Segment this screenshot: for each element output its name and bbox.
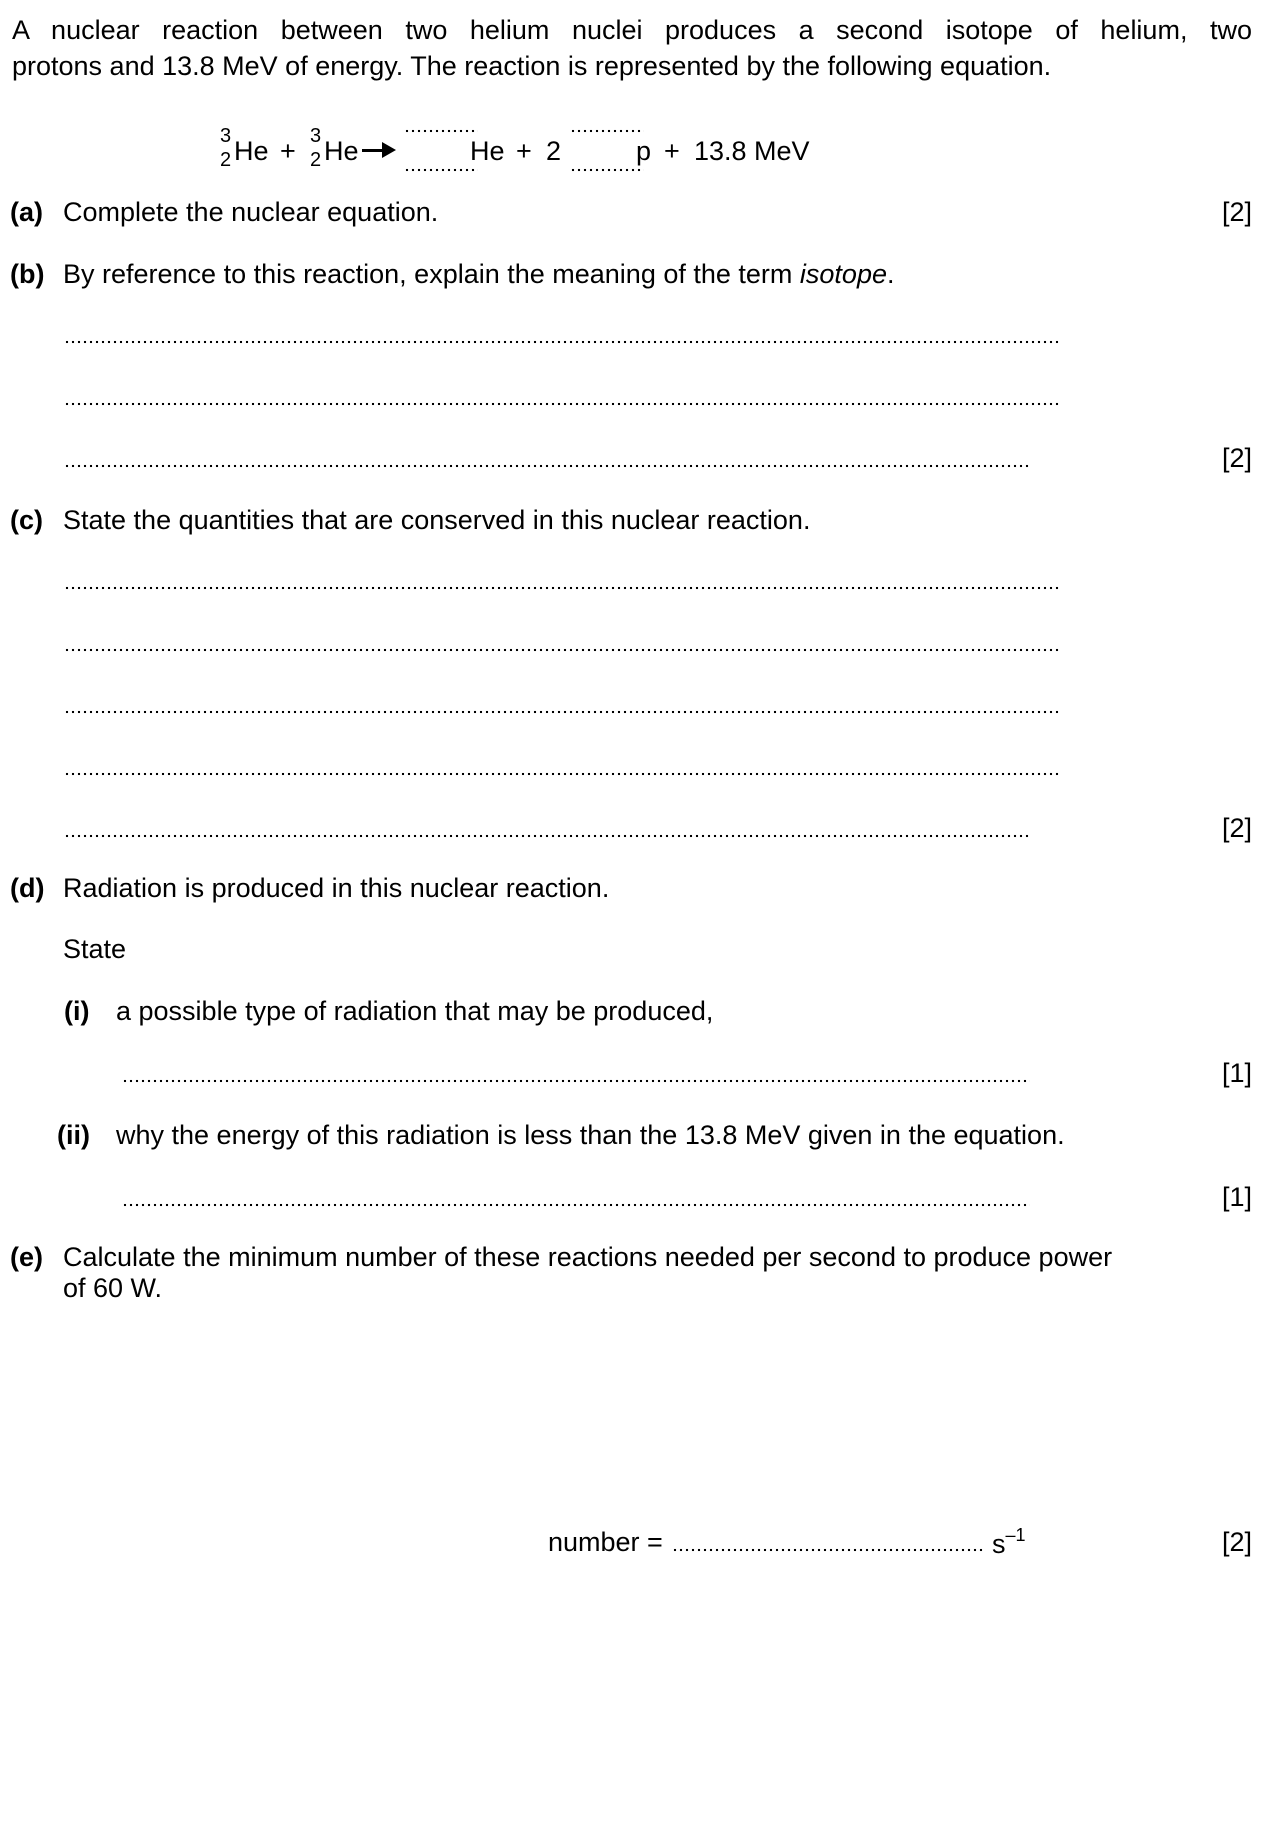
part-a-label: (a) [10,197,43,227]
product-symbol: He [470,136,505,166]
part-b-text-pre: By reference to this reaction, explain the meaning of the term [63,259,800,289]
part-d-ii-marks: [1] [1221,1182,1252,1212]
part-e-question-line-1: Calculate the minimum number of these reactions needed per second to produce power [63,1242,1113,1272]
part-e-question-line-2: of 60 W. [63,1273,163,1303]
part-d-i-answer-line[interactable] [122,1079,1030,1083]
part-e-label: (e) [10,1242,43,1272]
nuclide2-mass-number: 3 [310,125,322,147]
part-a-marks: [2] [1221,197,1252,227]
plus-sign-3: + [664,136,680,166]
nuclide1-symbol: He [234,136,269,166]
proton-mass-number-blank[interactable] [570,129,644,133]
proton-symbol: p [636,136,652,166]
part-e-unit [992,1527,1026,1560]
intro-line-2: protons and 13.8 MeV of energy. The reaction is represented by the following equation. [12,51,1052,81]
nuclide1-mass-number: 3 [220,125,232,147]
part-d-i-question: a possible type of radiation that may be produced, [116,996,714,1026]
part-b-text-post: . [886,259,895,289]
reaction-arrow-shaft [362,149,384,152]
part-d-ii-answer-line[interactable] [122,1203,1030,1207]
part-c-marks: [2] [1221,813,1252,843]
part-b-term-isotope: isotope [799,259,887,289]
part-c-answer-line-4[interactable] [64,772,1059,776]
part-e-answer-label: number = [548,1527,663,1557]
part-b-answer-line-1[interactable] [64,340,1059,344]
part-d-state: State [63,934,127,964]
part-e-marks: [2] [1221,1527,1252,1557]
plus-sign-1: + [280,136,296,166]
part-d-ii-question: why the energy of this radiation is less than the 13.8 MeV given in the equation. [116,1120,1065,1150]
part-c-label: (c) [10,505,43,535]
proton-coefficient: 2 [546,136,562,166]
part-e-unit-exponent: –1 [1005,1525,1026,1545]
part-b-label: (b) [10,259,45,289]
part-c-answer-line-5[interactable] [64,834,1029,838]
energy-value: 13.8 MeV [694,136,810,166]
nuclide2-atomic-number: 2 [310,149,322,171]
product-mass-number-blank[interactable] [404,129,478,133]
nuclide1-atomic-number: 2 [220,149,232,171]
part-b-answer-line-3[interactable] [64,464,1029,468]
part-e-answer-line[interactable] [672,1548,984,1552]
part-d-question: Radiation is produced in this nuclear reaction. [63,873,610,903]
part-c-answer-line-2[interactable] [64,648,1059,652]
part-a-question: Complete the nuclear equation. [63,197,439,227]
product-atomic-number-blank[interactable] [404,168,478,172]
reaction-arrow-icon [382,142,396,158]
plus-sign-2: + [516,136,532,166]
part-c-question: State the quantities that are conserved in this nuclear reaction. [63,505,811,535]
part-e-unit-base: s [992,1529,1006,1559]
proton-atomic-number-blank[interactable] [570,168,644,172]
intro-line-1: A nuclear reaction between two helium nuclei produces a second isotope of helium, two [12,15,1252,45]
part-d-ii-label: (ii) [57,1120,90,1150]
part-b-marks: [2] [1221,443,1252,473]
nuclide2-symbol: He [324,136,359,166]
part-b-answer-line-2[interactable] [64,402,1059,406]
part-d-label: (d) [10,873,45,903]
part-d-i-label: (i) [64,996,90,1026]
part-c-answer-line-1[interactable] [64,586,1059,590]
part-d-i-marks: [1] [1221,1058,1252,1088]
part-c-answer-line-3[interactable] [64,710,1059,714]
intro-paragraph [12,12,1252,84]
part-b-question [63,259,895,290]
